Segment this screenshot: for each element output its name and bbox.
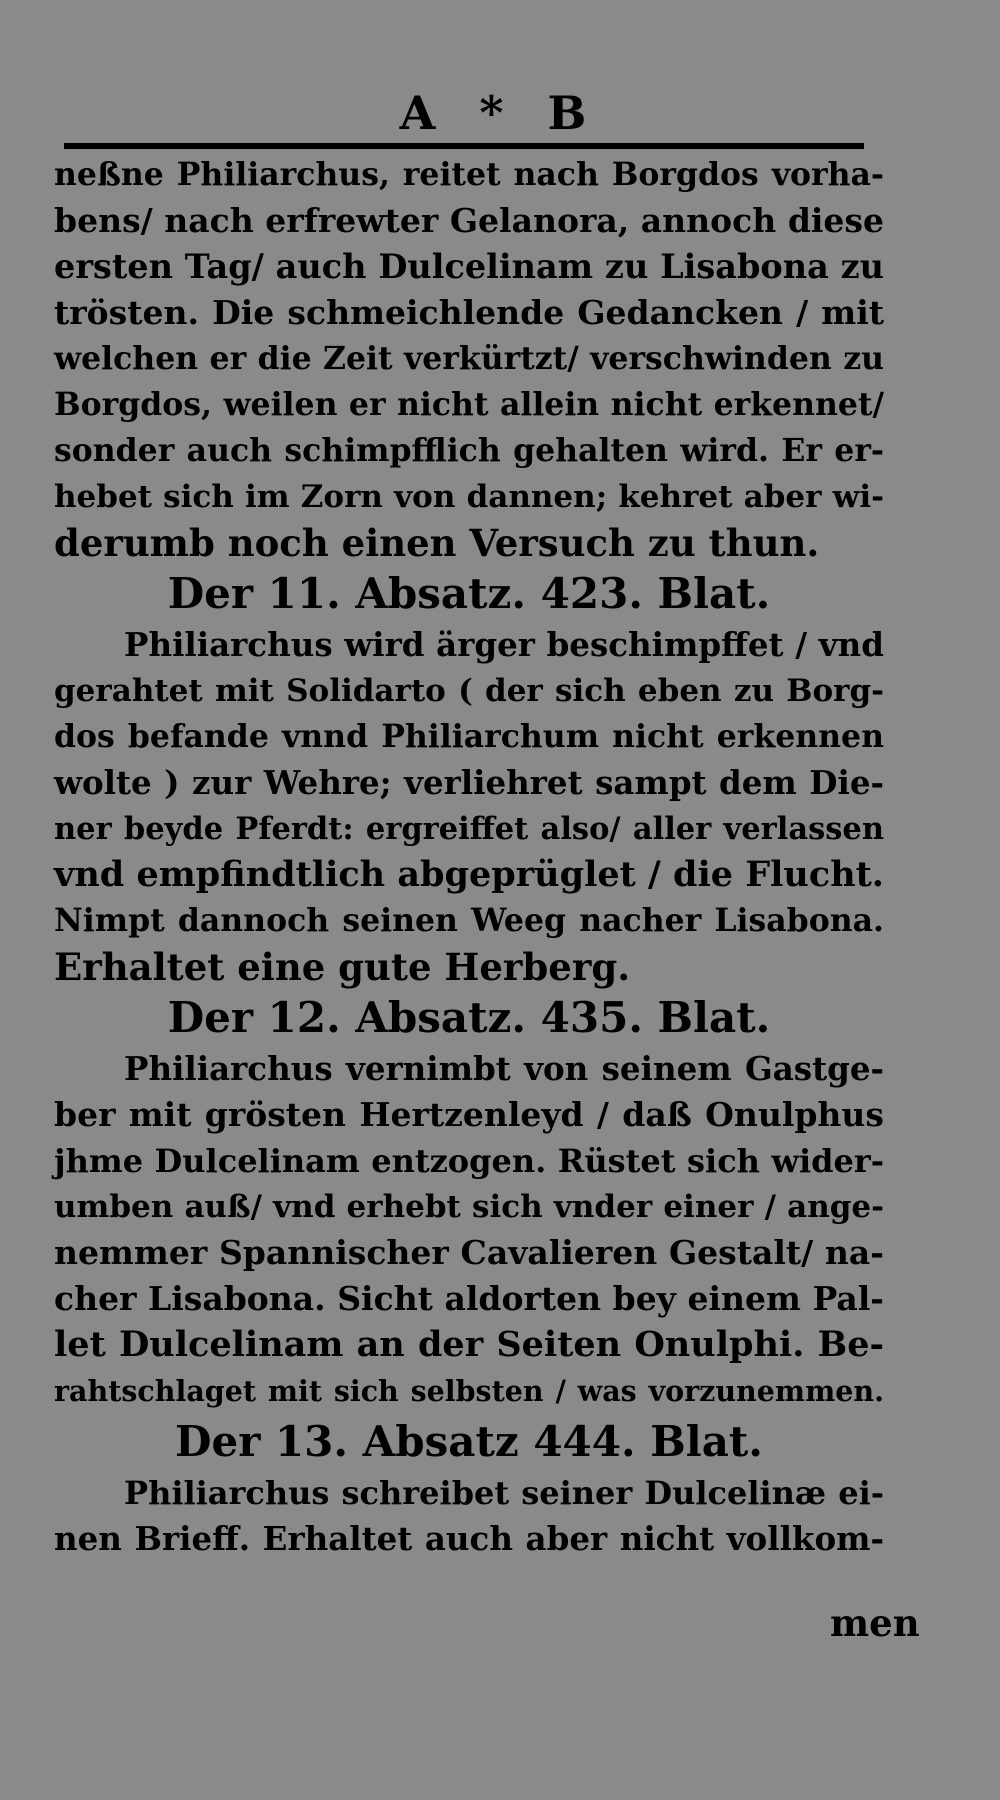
text-line: vnd empfindtlich abgeprüglet / die Flucht. bbox=[54, 854, 884, 895]
text-line: bens/ nach erfrewter Gelanora, annoch diese bbox=[54, 201, 884, 240]
text-line: nen Brieff. Erhaltet auch aber nicht vollkom- bbox=[54, 1519, 884, 1558]
section-heading: Der 13. Absatz 444. Blat. bbox=[175, 1417, 763, 1466]
text-line: Borgdos, weilen er nicht allein nicht erkennet/ bbox=[54, 386, 884, 423]
text-line: welchen er die Zeit verkürtzt/ verschwinden zu bbox=[54, 340, 884, 377]
section-heading: Der 12. Absatz. 435. Blat. bbox=[167, 993, 771, 1042]
text-line: gerahtet mit Solidarto ( der sich eben zu Borg- bbox=[54, 673, 884, 709]
header-rule bbox=[64, 143, 864, 149]
text-line: Philiarchus schreibet seiner Dulcelinæ ei- bbox=[124, 1474, 884, 1512]
text-line: derumb noch einen Versuch zu thun. bbox=[54, 521, 820, 565]
text-line: Nimpt dannoch seinen Weeg nacher Lisabona. bbox=[54, 902, 884, 939]
text-line: rahtschlaget mit sich selbsten / was vorzunemmen. bbox=[54, 1374, 884, 1408]
text-line: neßne Philiarchus, reitet nach Borgdos vorha- bbox=[54, 156, 884, 193]
text-line: umben auß/ vnd erhebt sich vnder einer / ange- bbox=[54, 1189, 884, 1225]
text-line: ersten Tag/ auch Dulcelinam zu Lisabona zu bbox=[54, 247, 884, 286]
catchword: men bbox=[830, 1601, 920, 1645]
text-line: nemmer Spannischer Cavalieren Gestalt/ na- bbox=[54, 1233, 884, 1272]
text-line: jhme Dulcelinam entzogen. Rüstet sich wider- bbox=[54, 1142, 884, 1180]
section-heading: Der 11. Absatz. 423. Blat. bbox=[167, 569, 771, 618]
text-line: dos befande vnnd Philiarchum nicht erkennen bbox=[54, 718, 884, 755]
text-line: hebet sich im Zorn von dannen; kehret aber wi- bbox=[54, 479, 884, 515]
text-line: Erhaltet eine gute Herberg. bbox=[54, 945, 631, 989]
text-line: ner beyde Pferdt: ergreiffet also/ aller verlassen bbox=[54, 811, 884, 847]
page-signature-header: A * B bbox=[399, 86, 601, 140]
text-line: ber mit grösten Hertzenleyd / daß Onulphus bbox=[54, 1095, 884, 1134]
text-line: sonder auch schimpfflich gehalten wird. Er er- bbox=[54, 432, 884, 469]
text-line: Philiarchus vernimbt von seinem Gastge- bbox=[124, 1049, 884, 1088]
text-line: let Dulcelinam an der Seiten Onulphi. Be- bbox=[54, 1324, 884, 1365]
text-line: cher Lisabona. Sicht aldorten bey einem Pal- bbox=[54, 1279, 884, 1318]
text-line: wolte ) zur Wehre; verliehret sampt dem Die- bbox=[54, 763, 884, 802]
text-line: trösten. Die schmeichlende Gedancken / mit bbox=[54, 293, 884, 332]
text-line: Philiarchus wird ärger beschimpffet / vnd bbox=[124, 625, 884, 664]
page-text bbox=[54, 152, 884, 1562]
